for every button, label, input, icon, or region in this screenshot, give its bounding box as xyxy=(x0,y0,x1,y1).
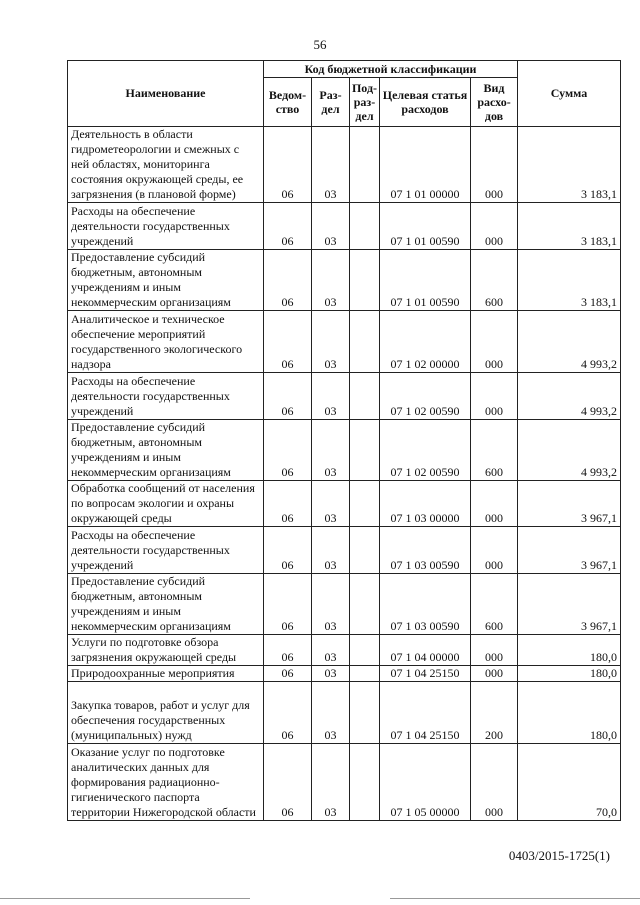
cell-razdel: 03 xyxy=(312,666,350,682)
cell-name: Предоставление субсидий бюджетным, автономным учреждениям и иным некоммерческим организациям xyxy=(68,250,264,311)
cell-razdel: 03 xyxy=(312,635,350,666)
cell-name: Расходы на обеспечение деятельности государственных учреждений xyxy=(68,203,264,250)
cell-razdel: 03 xyxy=(312,744,350,821)
table-row xyxy=(68,203,621,250)
cell-sum: 3 183,1 xyxy=(518,250,621,311)
cell-target-article: 07 1 04 00000 xyxy=(380,635,471,666)
cell-vedomstvo: 06 xyxy=(264,744,312,821)
table-row xyxy=(68,682,621,744)
cell-razdel: 03 xyxy=(312,527,350,574)
cell-target-article: 07 1 04 25150 xyxy=(380,666,471,682)
cell-target-article: 07 1 02 00590 xyxy=(380,420,471,481)
cell-podrazdel xyxy=(350,481,380,527)
cell-razdel: 03 xyxy=(312,420,350,481)
cell-sum: 3 967,1 xyxy=(518,574,621,635)
cell-sum: 4 993,2 xyxy=(518,373,621,420)
table-row xyxy=(68,666,621,682)
cell-vedomstvo: 06 xyxy=(264,373,312,420)
cell-vedomstvo: 06 xyxy=(264,635,312,666)
cell-razdel: 03 xyxy=(312,203,350,250)
table-row xyxy=(68,420,621,481)
cell-sum: 3 967,1 xyxy=(518,527,621,574)
cell-name: Предоставление субсидий бюджетным, автономным учреждениям и иным некоммерческим организациям xyxy=(68,574,264,635)
cell-target-article: 07 1 01 00590 xyxy=(380,203,471,250)
cell-razdel: 03 xyxy=(312,127,350,203)
cell-vedomstvo: 06 xyxy=(264,127,312,203)
cell-vedomstvo: 06 xyxy=(264,682,312,744)
cell-sum: 3 967,1 xyxy=(518,481,621,527)
cell-podrazdel xyxy=(350,635,380,666)
header-podrazdel: Под-раз-дел xyxy=(350,78,380,127)
cell-sum: 4 993,2 xyxy=(518,311,621,373)
cell-target-article: 07 1 04 25150 xyxy=(380,682,471,744)
cell-expense-type: 000 xyxy=(471,635,518,666)
cell-vedomstvo: 06 xyxy=(264,574,312,635)
table-row xyxy=(68,311,621,373)
document-code: 0403/2015-1725(1) xyxy=(508,848,610,863)
cell-expense-type: 000 xyxy=(471,203,518,250)
cell-podrazdel xyxy=(350,527,380,574)
cell-podrazdel xyxy=(350,666,380,682)
cell-podrazdel xyxy=(350,250,380,311)
cell-sum: 180,0 xyxy=(518,682,621,744)
table-row xyxy=(68,635,621,666)
cell-expense-type: 000 xyxy=(471,527,518,574)
table-row xyxy=(68,744,621,821)
cell-expense-type: 600 xyxy=(471,250,518,311)
cell-podrazdel xyxy=(350,311,380,373)
cell-podrazdel xyxy=(350,127,380,203)
cell-name: Аналитическое и техническое обеспечение мероприятий государственного экологического надзора xyxy=(68,311,264,373)
cell-target-article: 07 1 03 00000 xyxy=(380,481,471,527)
cell-name: Расходы на обеспечение деятельности государственных учреждений xyxy=(68,373,264,420)
cell-sum: 3 183,1 xyxy=(518,203,621,250)
cell-sum: 3 183,1 xyxy=(518,127,621,203)
cell-expense-type: 000 xyxy=(471,311,518,373)
header-vedomstvo: Ведом-ство xyxy=(264,78,312,127)
table-row xyxy=(68,481,621,527)
cell-podrazdel xyxy=(350,744,380,821)
table-row xyxy=(68,527,621,574)
cell-name: Оказание услуг по подготовке аналитических данных для формирования радиационно-гигиенического паспорта территории Нижегородской области xyxy=(68,744,264,821)
cell-expense-type: 000 xyxy=(471,127,518,203)
cell-target-article: 07 1 05 00000 xyxy=(380,744,471,821)
cell-razdel: 03 xyxy=(312,682,350,744)
cell-razdel: 03 xyxy=(312,574,350,635)
table-row xyxy=(68,373,621,420)
table-row xyxy=(68,574,621,635)
budget-table xyxy=(67,60,621,821)
cell-name: Услуги по подготовке обзора загрязнения окружающей среды xyxy=(68,635,264,666)
cell-vedomstvo: 06 xyxy=(264,311,312,373)
cell-target-article: 07 1 03 00590 xyxy=(380,574,471,635)
cell-podrazdel xyxy=(350,682,380,744)
cell-name: Предоставление субсидий бюджетным, автономным учреждениям и иным некоммерческим организациям xyxy=(68,420,264,481)
header-name: Наименование xyxy=(68,61,264,127)
header-razdel: Раз-дел xyxy=(312,78,350,127)
cell-expense-type: 600 xyxy=(471,574,518,635)
cell-vedomstvo: 06 xyxy=(264,203,312,250)
table-body xyxy=(68,127,621,821)
header-expense-type: Вид расхо-дов xyxy=(471,78,518,127)
cell-podrazdel xyxy=(350,203,380,250)
cell-razdel: 03 xyxy=(312,373,350,420)
cell-vedomstvo: 06 xyxy=(264,666,312,682)
table-row xyxy=(68,127,621,203)
cell-name: Обработка сообщений от населения по вопросам экологии и охраны окружающей среды xyxy=(68,481,264,527)
cell-vedomstvo: 06 xyxy=(264,250,312,311)
cell-razdel: 03 xyxy=(312,250,350,311)
scan-artifact-line xyxy=(390,898,640,899)
cell-vedomstvo: 06 xyxy=(264,481,312,527)
cell-sum: 70,0 xyxy=(518,744,621,821)
header-code-group: Код бюджетной классификации xyxy=(264,61,518,78)
cell-sum: 180,0 xyxy=(518,666,621,682)
cell-name: Закупка товаров, работ и услуг для обеспечения государственных (муниципальных) нужд xyxy=(68,682,264,744)
cell-expense-type: 600 xyxy=(471,420,518,481)
cell-sum: 4 993,2 xyxy=(518,420,621,481)
header-sum: Сумма xyxy=(518,61,621,127)
cell-expense-type: 000 xyxy=(471,744,518,821)
cell-target-article: 07 1 03 00590 xyxy=(380,527,471,574)
cell-target-article: 07 1 02 00590 xyxy=(380,373,471,420)
cell-name: Расходы на обеспечение деятельности государственных учреждений xyxy=(68,527,264,574)
cell-expense-type: 000 xyxy=(471,481,518,527)
cell-name: Деятельность в области гидрометеорологии и смежных с ней областях, мониторинга состояния окружающей среды, ее загрязнения (в плановой форме) xyxy=(68,127,264,203)
cell-vedomstvo: 06 xyxy=(264,527,312,574)
cell-vedomstvo: 06 xyxy=(264,420,312,481)
cell-expense-type: 200 xyxy=(471,682,518,744)
table-row xyxy=(68,250,621,311)
cell-razdel: 03 xyxy=(312,311,350,373)
cell-expense-type: 000 xyxy=(471,666,518,682)
scan-artifact-line xyxy=(0,898,250,899)
cell-target-article: 07 1 01 00000 xyxy=(380,127,471,203)
page-number: 56 xyxy=(313,37,327,52)
cell-sum: 180,0 xyxy=(518,635,621,666)
cell-podrazdel xyxy=(350,420,380,481)
cell-podrazdel xyxy=(350,574,380,635)
cell-target-article: 07 1 02 00000 xyxy=(380,311,471,373)
cell-podrazdel xyxy=(350,373,380,420)
cell-expense-type: 000 xyxy=(471,373,518,420)
cell-razdel: 03 xyxy=(312,481,350,527)
header-target-article: Целевая статья расходов xyxy=(380,78,471,127)
cell-target-article: 07 1 01 00590 xyxy=(380,250,471,311)
cell-name: Природоохранные мероприятия xyxy=(68,666,264,682)
